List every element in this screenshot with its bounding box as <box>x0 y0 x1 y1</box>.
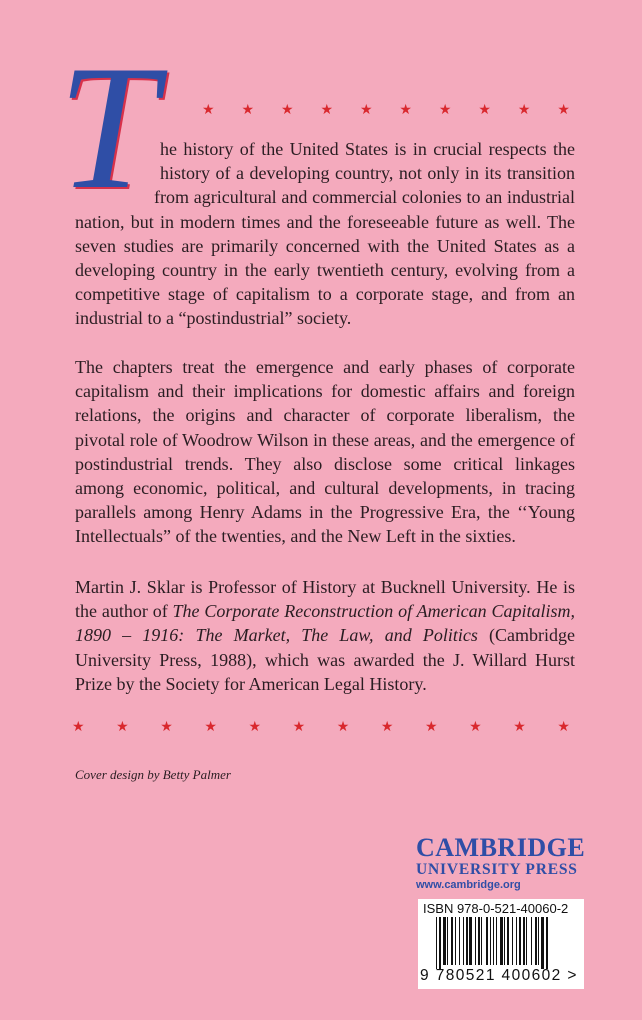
star-icon: ★ <box>241 103 255 118</box>
barcode-bar <box>490 917 491 965</box>
barcode-bar <box>478 917 480 965</box>
intro-rest: nation, but in modern times and the foreseeable future as well. The seven studies are primarily concerned with the United States as a developing country in the early twentieth century, evolving from a competitive stage of capitalism to a corporate stage, and from an industrial to a “postindustrial” society. <box>75 211 575 329</box>
barcode-bar <box>500 917 503 965</box>
barcode-digits: 9 780521 400602 > <box>420 967 578 984</box>
chapters-paragraph: The chapters treat the emergence and early phases of corporate capitalism and their implications for domestic affairs and foreign relations, the origins and character of corporate liberalism, the pivotal role of Woodrow Wilson in these areas, and the emergence of postindustrial trends. They also disclose some critical linkages among economic, political, and cultural developments, in tracing parallels among Henry Adams in the Progressive Era, the ‘‘Young Intellectuals” of the twenties, and the New Left in the sixties. <box>75 357 575 547</box>
author-text-1: Martin J. Sklar is Professor of History at Bucknell University. He is the author of <box>75 577 575 622</box>
star-icon: ★ <box>557 103 570 118</box>
barcode-bar <box>447 917 448 965</box>
star-icon: ★ <box>425 720 438 735</box>
barcode-bar <box>507 917 509 965</box>
publisher-name: CAMBRIDGE <box>416 833 586 862</box>
intro-line-2: history of a developing country, not only in its transition <box>160 163 575 184</box>
barcode-panel <box>418 899 584 989</box>
intro-paragraph <box>75 137 575 331</box>
star-icon: ★ <box>116 720 129 735</box>
barcode-bar <box>496 917 497 965</box>
barcode-bar <box>439 917 441 969</box>
star-icon: ★ <box>517 103 531 118</box>
barcode-bar <box>512 917 513 965</box>
barcode-bar <box>459 917 460 965</box>
book-title: The Corporate Reconstruction of American Capitalism, 1890 – 1916: The Market, The Law, and Politics <box>75 601 575 646</box>
barcode-bar <box>493 917 494 965</box>
star-icon: ★ <box>202 103 215 118</box>
star-icon: ★ <box>438 103 452 118</box>
star-icon: ★ <box>478 103 491 118</box>
star-divider-bottom <box>72 721 570 735</box>
star-icon: ★ <box>513 720 526 735</box>
barcode-bar <box>546 917 548 969</box>
intro-line-3: from agricultural and commercial colonies to an industrial <box>154 187 575 208</box>
barcode-bar <box>541 917 544 969</box>
star-icon: ★ <box>72 720 85 735</box>
drop-cap: T <box>58 28 157 226</box>
barcode-bar <box>475 917 476 965</box>
barcode-bar <box>516 917 517 965</box>
author-text-2: (Cambridge University Press, 1988), which was awarded the J. Willard Hurst Prize by the Society for American Legal History. <box>75 625 575 694</box>
publisher-subtitle: UNIVERSITY PRESS <box>416 861 578 878</box>
intro-line-1: he history of the United States is in crucial respects the <box>160 139 575 159</box>
star-icon: ★ <box>336 720 350 735</box>
barcode-bar <box>535 917 537 965</box>
star-icon: ★ <box>469 720 482 735</box>
barcode-bar <box>523 917 525 965</box>
star-icon: ★ <box>557 720 570 735</box>
isbn-label: ISBN 978-0-521-40060-2 <box>423 901 569 916</box>
barcode-bar <box>466 917 468 965</box>
star-icon: ★ <box>320 103 334 118</box>
barcode-bar <box>436 917 437 969</box>
star-icon: ★ <box>380 720 394 735</box>
barcode-bar <box>469 917 472 965</box>
star-icon: ★ <box>204 720 217 735</box>
star-icon: ★ <box>292 720 306 735</box>
barcode-bar <box>526 917 527 965</box>
star-icon: ★ <box>280 103 294 118</box>
barcode-bar <box>455 917 456 965</box>
author-paragraph <box>75 575 575 696</box>
barcode-bar <box>443 917 446 965</box>
star-divider-top <box>202 104 570 118</box>
star-icon: ★ <box>248 720 262 735</box>
barcode-bar <box>538 917 539 965</box>
star-icon: ★ <box>160 720 173 735</box>
star-icon: ★ <box>399 103 412 118</box>
barcode-bar <box>531 917 532 965</box>
barcode-bar <box>463 917 464 965</box>
cover-credit: Cover design by Betty Palmer <box>75 767 231 782</box>
barcode-bar <box>481 917 482 965</box>
barcode-bar <box>451 917 453 965</box>
barcode-bar <box>504 917 505 965</box>
publisher-url: www.cambridge.org <box>416 879 521 891</box>
publisher-logo <box>416 833 586 892</box>
barcode-bar <box>486 917 488 965</box>
star-icon: ★ <box>359 103 373 118</box>
barcode-bar <box>519 917 521 965</box>
